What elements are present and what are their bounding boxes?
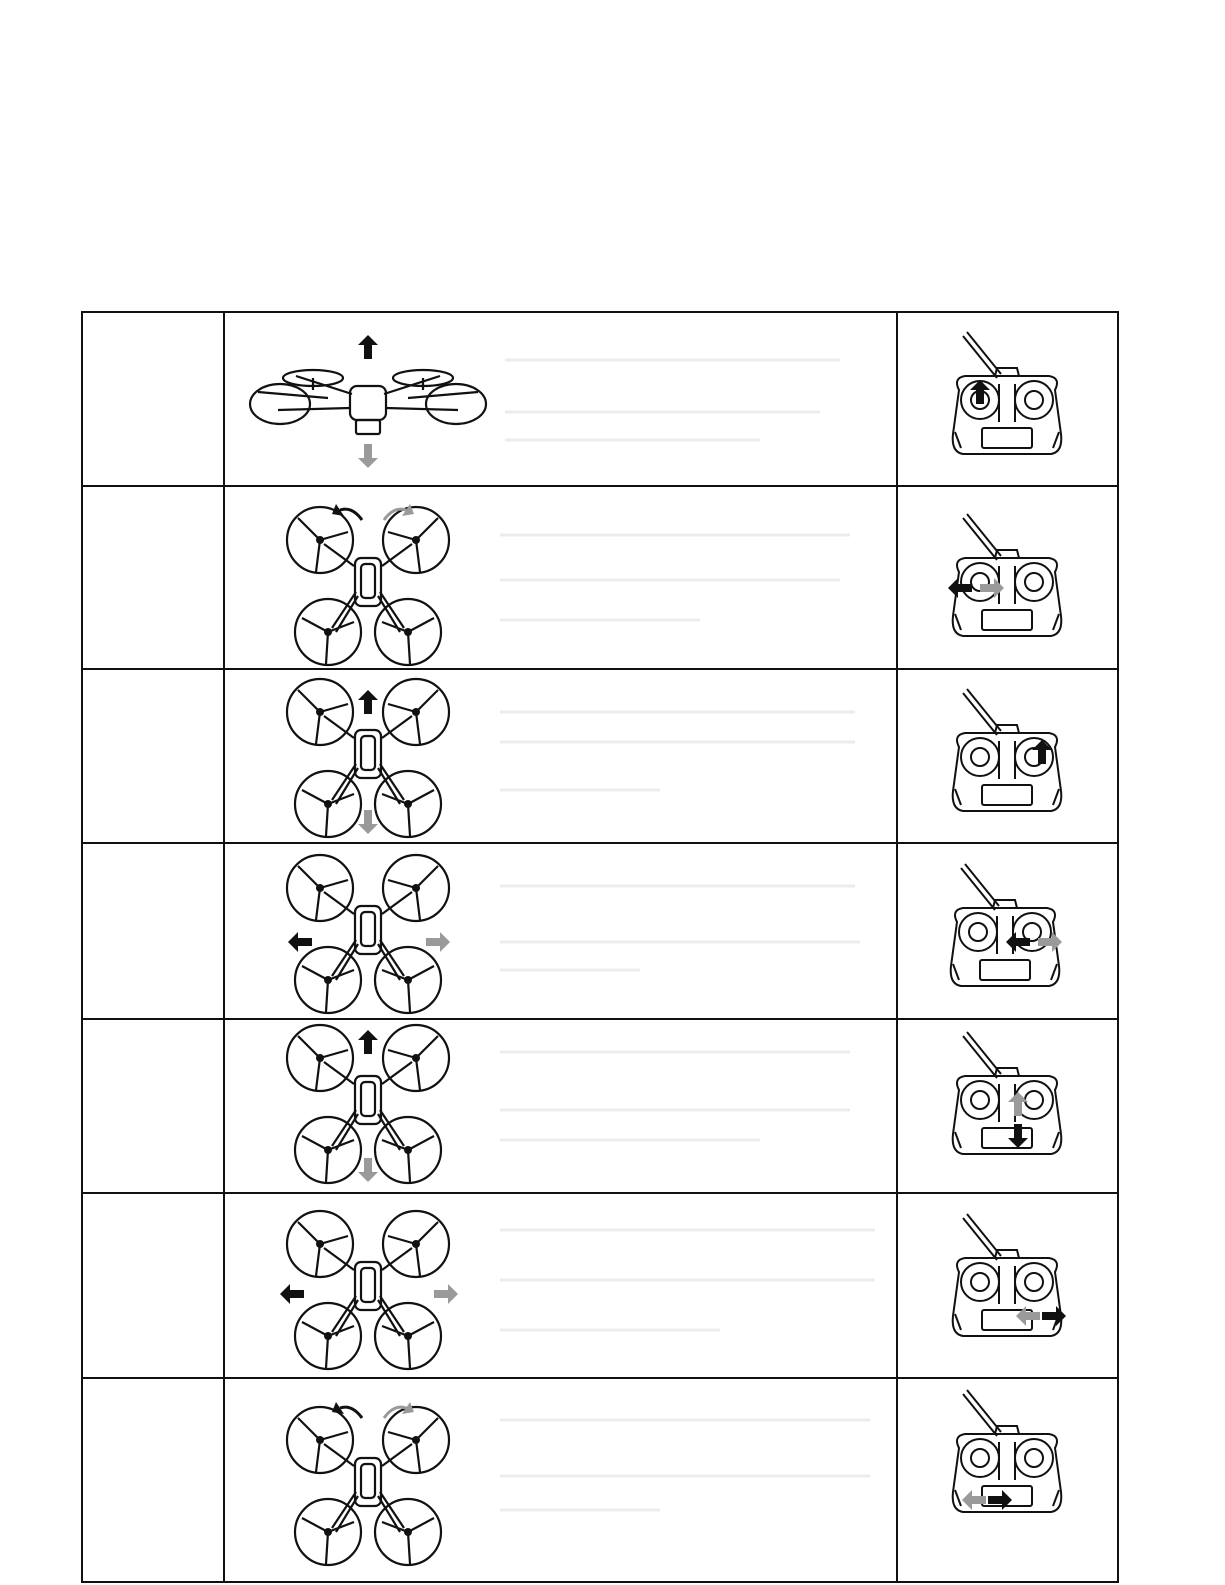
transmitter-icon [953, 1032, 1062, 1154]
stick-arrow-right-icon [1042, 1306, 1066, 1326]
transmitter-icon [951, 864, 1060, 986]
table-grid [82, 312, 1118, 1582]
stick-arrow-up-icon [970, 380, 990, 404]
stick-arrow-up-icon [1032, 740, 1052, 764]
arrow-down-icon [358, 810, 378, 834]
row-6-sideways-trim [280, 1211, 1066, 1369]
drone-top-view-icon [287, 1211, 449, 1369]
rotate-ccw-icon [332, 1402, 362, 1418]
transmitter-icon [953, 332, 1062, 454]
arrow-up-icon [358, 335, 378, 359]
drone-top-view-icon [287, 507, 449, 665]
arrow-up-icon [358, 690, 378, 714]
row-2-rotate [287, 504, 1061, 665]
rotate-cw-icon [384, 1402, 414, 1418]
row-3-forward-backward [287, 679, 1061, 837]
arrow-down-icon [358, 1158, 378, 1182]
arrow-left-icon [280, 1284, 304, 1304]
transmitter-icon [953, 514, 1062, 636]
stick-arrow-left-icon [948, 578, 972, 598]
drone-side-view-icon [250, 370, 486, 434]
arrow-left-icon [288, 932, 312, 952]
arrow-right-icon [434, 1284, 458, 1304]
arrow-right-icon [426, 932, 450, 952]
row-5-forward-backward-trim [287, 1025, 1061, 1183]
drone-top-view-icon [287, 1407, 449, 1565]
row-1-ascend-descend [250, 332, 1061, 468]
stick-arrow-right-icon [980, 578, 1004, 598]
rotate-ccw-icon [332, 504, 362, 520]
arrow-up-icon [358, 1030, 378, 1054]
stick-arrow-left-icon [1006, 932, 1030, 952]
drone-top-view-icon [287, 855, 449, 1013]
row-4-sideways [287, 855, 1062, 1013]
arrow-down-icon [358, 444, 378, 468]
faded-description-lines [500, 360, 875, 1510]
